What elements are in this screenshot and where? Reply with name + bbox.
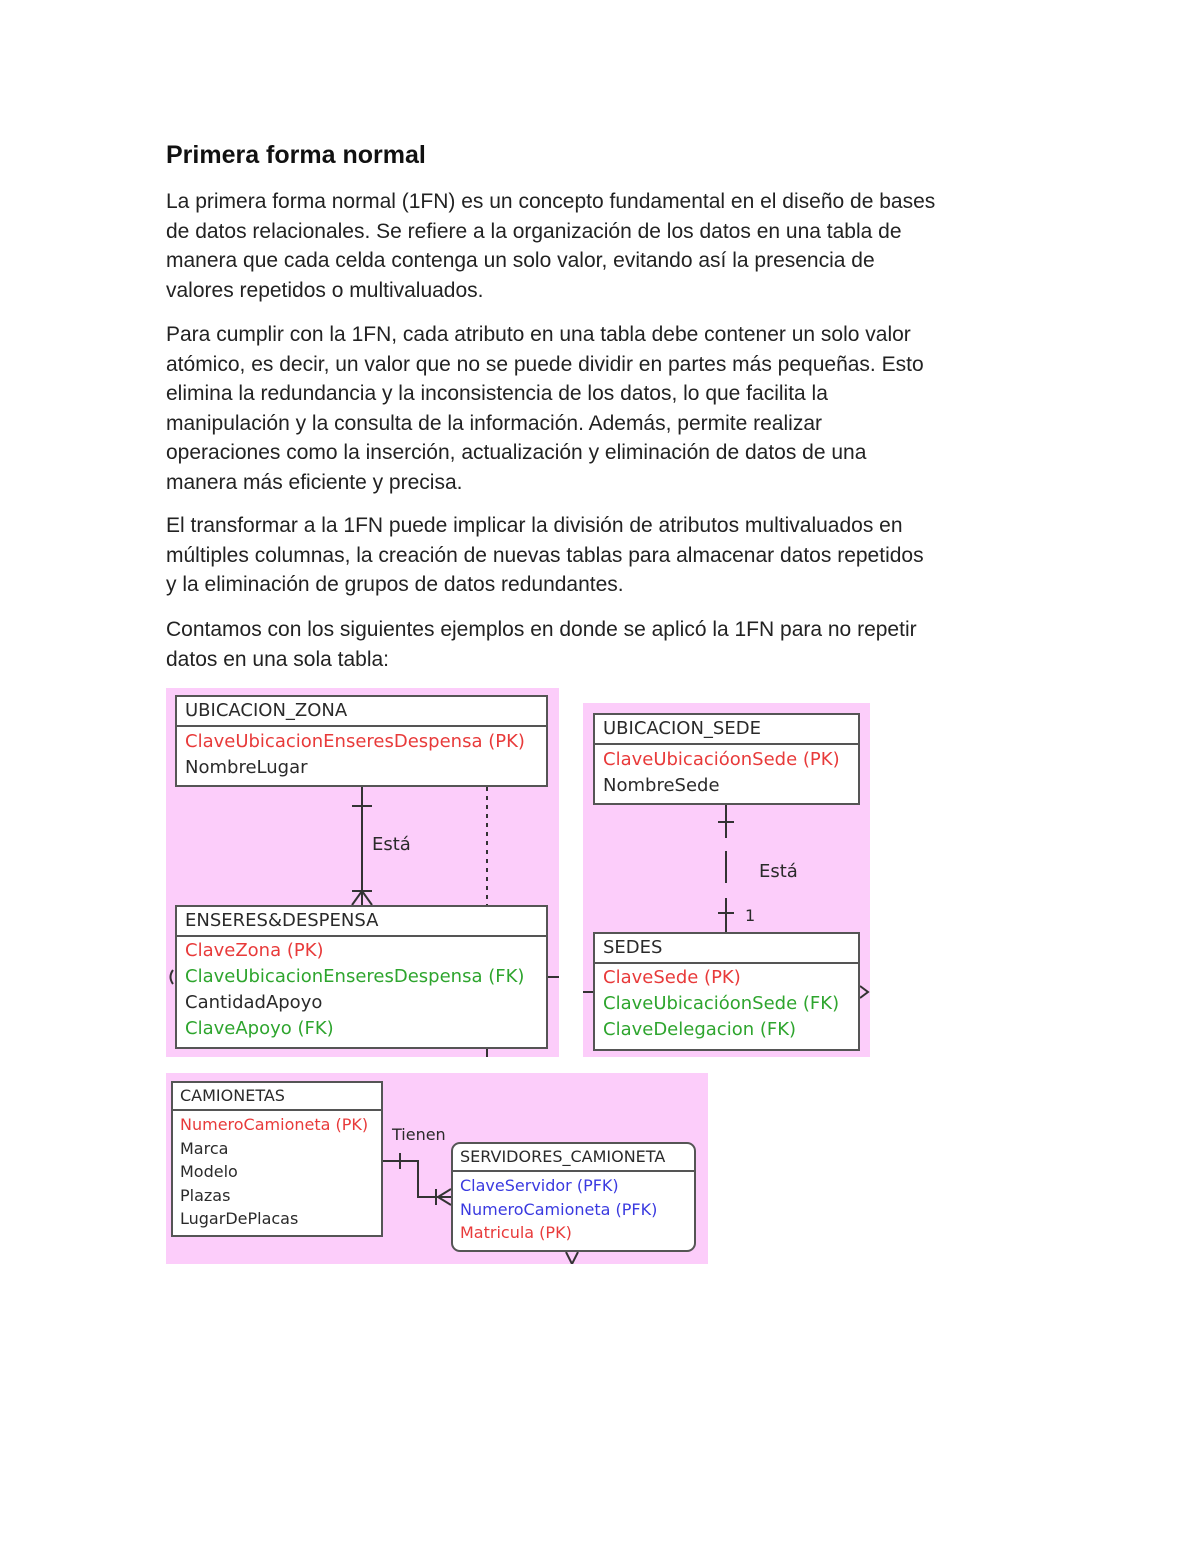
er-diagram-ubicacion-zona <box>166 688 559 1057</box>
paragraph-3 <box>166 511 1046 600</box>
text-line: de datos relacionales. Se refiere a la organización de los datos en una tabla de <box>166 219 902 243</box>
attribute: Plazas <box>180 1185 231 1205</box>
attribute-primary-key: ClaveZona (PK) <box>185 940 324 961</box>
text-line: La primera forma normal (1FN) es un concepto fundamental en el diseño de bases <box>166 190 936 213</box>
paragraph-2 <box>166 320 1046 497</box>
entity-header: SEDES <box>595 934 858 964</box>
entity-header: UBICACION_ZONA <box>177 697 546 727</box>
entity-ubicacion-sede <box>593 713 860 805</box>
entity-header: CAMIONETAS <box>173 1083 381 1111</box>
paragraph-4 <box>166 615 1046 674</box>
attribute: Marca <box>180 1138 229 1158</box>
attribute-foreign-key: ClaveUbicacióonSede (FK) <box>603 993 840 1014</box>
entity-camionetas <box>171 1081 383 1237</box>
text-line: Contamos con los siguientes ejemplos en donde se aplicó la 1FN para no repetir <box>166 618 917 641</box>
attribute-primary-key: ClaveUbicacionEnseresDespensa (PK) <box>185 731 525 752</box>
text-line: elimina la redundancia y la inconsistencia de los datos, lo que facilita la <box>166 382 828 405</box>
er-diagram-camionetas <box>166 1073 708 1264</box>
relationship-label: Está <box>372 834 411 855</box>
attribute: LugarDePlacas <box>180 1209 299 1228</box>
attribute-primary-key: NumeroCamioneta (PK) <box>180 1115 369 1134</box>
entity-ubicacion-zona <box>175 695 548 787</box>
attribute: NombreLugar <box>185 757 308 778</box>
paragraph-1 <box>166 187 1046 305</box>
text-line: atómico, es decir, un valor que no se puede dividir en partes más pequeñas. Esto <box>166 352 924 376</box>
attribute: NombreSede <box>603 775 720 796</box>
text-line: valores repetidos o multivaluados. <box>166 278 484 302</box>
text-line: Para cumplir con la 1FN, cada atributo en una tabla debe contener un solo valor <box>166 323 911 346</box>
entity-header: UBICACION_SEDE <box>595 715 858 745</box>
relationship-cardinality: 1 <box>745 906 756 925</box>
relationship-label: Está <box>759 861 798 882</box>
text-line: y la eliminación de grupos de datos redundantes. <box>166 573 624 596</box>
entity-header: SERVIDORES_CAMIONETA <box>453 1144 694 1172</box>
er-diagram-ubicacion-sede <box>583 703 870 1057</box>
attribute: CantidadApoyo <box>185 992 323 1013</box>
attribute: Modelo <box>180 1162 238 1181</box>
attribute-primary-foreign-key: ClaveServidor (PFK) <box>460 1176 619 1195</box>
attribute-foreign-key: ClaveApoyo (FK) <box>185 1018 334 1039</box>
page-title: Primera forma normal <box>166 141 426 169</box>
entity-servidores-camioneta <box>451 1142 696 1252</box>
attribute-foreign-key: ClaveUbicacionEnseresDespensa (FK) <box>185 966 525 987</box>
attribute-primary-key: ClaveUbicacióonSede (PK) <box>603 749 840 770</box>
text-line: manera más eficiente y precisa. <box>166 470 463 494</box>
text-line: múltiples columnas, la creación de nuevas tablas para almacenar datos repetidos <box>166 543 924 567</box>
entity-sedes <box>593 932 860 1051</box>
relationship-label: Tienen <box>392 1125 446 1144</box>
text-line: manera que cada celda contenga un solo valor, evitando así la presencia de <box>166 249 875 272</box>
entity-enseres-despensa <box>175 905 548 1049</box>
attribute-primary-foreign-key: NumeroCamioneta (PFK) <box>460 1199 658 1219</box>
attribute-primary-key: Matricula (PK) <box>460 1223 572 1242</box>
text-line: manipulación y la consulta de la información. Además, permite realizar <box>166 411 822 435</box>
attribute-primary-key: ClaveSede (PK) <box>603 967 741 988</box>
entity-header: ENSERES&DESPENSA <box>177 907 546 937</box>
text-line: operaciones como la inserción, actualización y eliminación de datos de una <box>166 441 867 464</box>
attribute-foreign-key: ClaveDelegacion (FK) <box>603 1019 797 1040</box>
text-line: El transformar a la 1FN puede implicar la división de atributos multivaluados en <box>166 514 903 537</box>
text-line: datos en una sola tabla: <box>166 647 390 671</box>
